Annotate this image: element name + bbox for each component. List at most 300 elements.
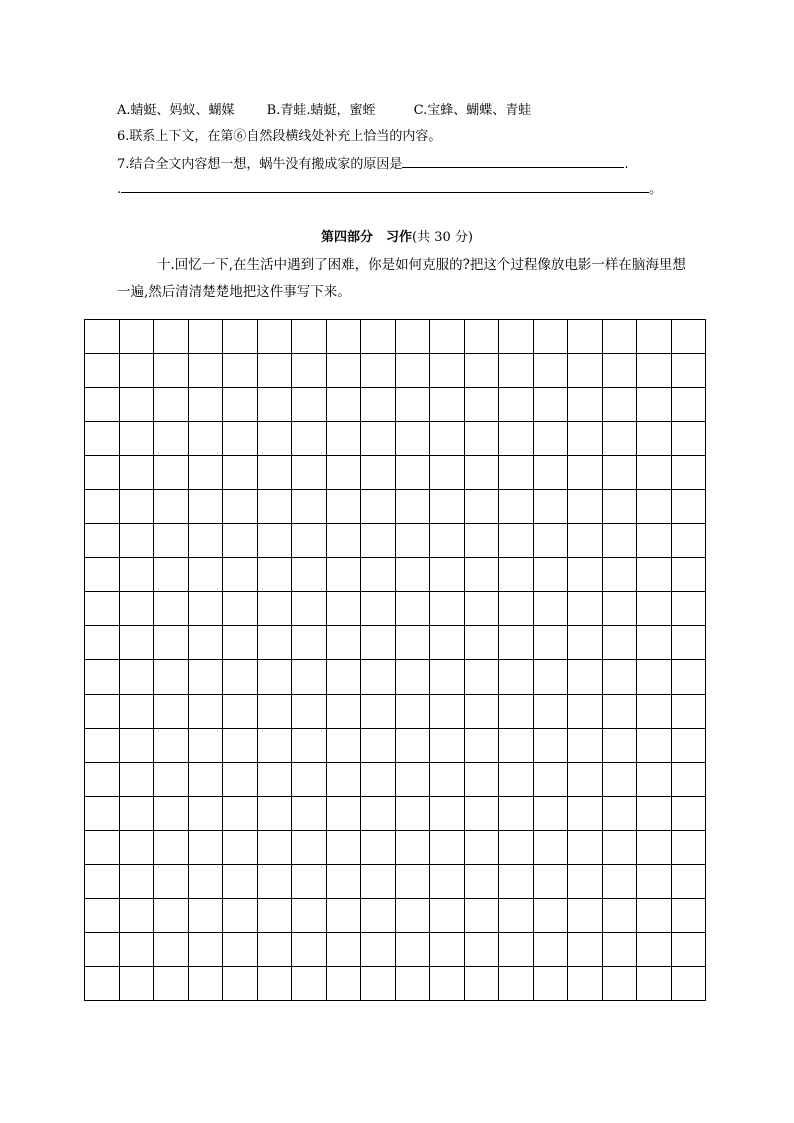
grid-cell[interactable] <box>154 966 189 1000</box>
grid-cell[interactable] <box>119 966 154 1000</box>
grid-cell[interactable] <box>395 456 430 490</box>
grid-cell[interactable] <box>568 592 603 626</box>
grid-cell[interactable] <box>154 354 189 388</box>
grid-cell[interactable] <box>361 524 396 558</box>
grid-cell[interactable] <box>602 932 637 966</box>
grid-cell[interactable] <box>568 354 603 388</box>
grid-cell[interactable] <box>430 320 465 354</box>
grid-cell[interactable] <box>395 524 430 558</box>
grid-cell[interactable] <box>671 762 706 796</box>
grid-cell[interactable] <box>85 558 120 592</box>
grid-cell[interactable] <box>499 388 534 422</box>
grid-cell[interactable] <box>499 796 534 830</box>
grid-cell[interactable] <box>223 422 258 456</box>
grid-cell[interactable] <box>568 524 603 558</box>
grid-cell[interactable] <box>602 864 637 898</box>
grid-cell[interactable] <box>154 456 189 490</box>
grid-cell[interactable] <box>499 626 534 660</box>
grid-cell[interactable] <box>292 354 327 388</box>
grid-cell[interactable] <box>568 626 603 660</box>
grid-cell[interactable] <box>464 422 499 456</box>
grid-cell[interactable] <box>154 558 189 592</box>
grid-cell[interactable] <box>361 830 396 864</box>
grid-cell[interactable] <box>464 932 499 966</box>
grid-cell[interactable] <box>361 592 396 626</box>
grid-cell[interactable] <box>533 660 568 694</box>
grid-cell[interactable] <box>464 796 499 830</box>
grid-cell[interactable] <box>602 626 637 660</box>
grid-cell[interactable] <box>188 524 223 558</box>
grid-cell[interactable] <box>464 660 499 694</box>
grid-cell[interactable] <box>223 694 258 728</box>
grid-cell[interactable] <box>257 796 292 830</box>
grid-cell[interactable] <box>257 354 292 388</box>
grid-cell[interactable] <box>223 592 258 626</box>
grid-cell[interactable] <box>154 762 189 796</box>
grid-cell[interactable] <box>326 864 361 898</box>
grid-cell[interactable] <box>533 490 568 524</box>
grid-cell[interactable] <box>637 762 672 796</box>
grid-cell[interactable] <box>395 898 430 932</box>
grid-cell[interactable] <box>430 388 465 422</box>
grid-cell[interactable] <box>326 524 361 558</box>
grid-cell[interactable] <box>464 728 499 762</box>
grid-cell[interactable] <box>602 592 637 626</box>
grid-cell[interactable] <box>361 422 396 456</box>
grid-cell[interactable] <box>568 898 603 932</box>
grid-cell[interactable] <box>671 456 706 490</box>
grid-cell[interactable] <box>395 388 430 422</box>
grid-cell[interactable] <box>499 864 534 898</box>
grid-cell[interactable] <box>637 728 672 762</box>
grid-cell[interactable] <box>430 898 465 932</box>
grid-cell[interactable] <box>671 558 706 592</box>
grid-cell[interactable] <box>119 932 154 966</box>
grid-cell[interactable] <box>119 490 154 524</box>
grid-cell[interactable] <box>326 660 361 694</box>
grid-cell[interactable] <box>464 898 499 932</box>
grid-cell[interactable] <box>326 388 361 422</box>
grid-cell[interactable] <box>533 864 568 898</box>
grid-cell[interactable] <box>361 320 396 354</box>
grid-cell[interactable] <box>637 354 672 388</box>
grid-cell[interactable] <box>154 490 189 524</box>
grid-cell[interactable] <box>637 864 672 898</box>
grid-cell[interactable] <box>637 524 672 558</box>
grid-cell[interactable] <box>223 864 258 898</box>
grid-cell[interactable] <box>602 388 637 422</box>
grid-cell[interactable] <box>188 898 223 932</box>
grid-cell[interactable] <box>637 626 672 660</box>
grid-cell[interactable] <box>188 966 223 1000</box>
grid-cell[interactable] <box>119 456 154 490</box>
grid-cell[interactable] <box>395 592 430 626</box>
grid-cell[interactable] <box>154 660 189 694</box>
grid-cell[interactable] <box>119 830 154 864</box>
grid-cell[interactable] <box>292 558 327 592</box>
grid-cell[interactable] <box>223 932 258 966</box>
grid-cell[interactable] <box>85 694 120 728</box>
grid-cell[interactable] <box>154 898 189 932</box>
grid-cell[interactable] <box>154 592 189 626</box>
grid-cell[interactable] <box>188 354 223 388</box>
grid-cell[interactable] <box>430 932 465 966</box>
grid-cell[interactable] <box>257 524 292 558</box>
grid-cell[interactable] <box>395 728 430 762</box>
grid-cell[interactable] <box>533 320 568 354</box>
grid-cell[interactable] <box>671 626 706 660</box>
grid-cell[interactable] <box>602 898 637 932</box>
grid-cell[interactable] <box>361 796 396 830</box>
grid-cell[interactable] <box>395 320 430 354</box>
grid-cell[interactable] <box>671 490 706 524</box>
grid-cell[interactable] <box>257 592 292 626</box>
grid-cell[interactable] <box>326 728 361 762</box>
grid-cell[interactable] <box>602 966 637 1000</box>
grid-cell[interactable] <box>602 422 637 456</box>
grid-cell[interactable] <box>257 626 292 660</box>
grid-cell[interactable] <box>188 728 223 762</box>
grid-cell[interactable] <box>430 422 465 456</box>
grid-cell[interactable] <box>533 830 568 864</box>
grid-cell[interactable] <box>361 490 396 524</box>
grid-cell[interactable] <box>223 354 258 388</box>
grid-cell[interactable] <box>464 830 499 864</box>
grid-cell[interactable] <box>602 320 637 354</box>
grid-cell[interactable] <box>671 898 706 932</box>
grid-cell[interactable] <box>119 660 154 694</box>
grid-cell[interactable] <box>326 422 361 456</box>
grid-cell[interactable] <box>257 830 292 864</box>
grid-cell[interactable] <box>499 592 534 626</box>
grid-cell[interactable] <box>499 524 534 558</box>
grid-cell[interactable] <box>671 694 706 728</box>
grid-cell[interactable] <box>223 728 258 762</box>
grid-cell[interactable] <box>154 694 189 728</box>
grid-cell[interactable] <box>602 728 637 762</box>
grid-cell[interactable] <box>257 728 292 762</box>
grid-cell[interactable] <box>85 898 120 932</box>
grid-cell[interactable] <box>637 898 672 932</box>
grid-cell[interactable] <box>671 966 706 1000</box>
grid-cell[interactable] <box>430 796 465 830</box>
grid-cell[interactable] <box>430 354 465 388</box>
grid-cell[interactable] <box>533 728 568 762</box>
grid-cell[interactable] <box>602 796 637 830</box>
grid-cell[interactable] <box>154 524 189 558</box>
grid-cell[interactable] <box>154 422 189 456</box>
grid-cell[interactable] <box>602 558 637 592</box>
grid-cell[interactable] <box>257 320 292 354</box>
grid-cell[interactable] <box>499 728 534 762</box>
grid-cell[interactable] <box>223 456 258 490</box>
grid-cell[interactable] <box>602 762 637 796</box>
grid-cell[interactable] <box>85 660 120 694</box>
grid-cell[interactable] <box>637 932 672 966</box>
grid-cell[interactable] <box>85 864 120 898</box>
grid-cell[interactable] <box>395 932 430 966</box>
grid-cell[interactable] <box>602 354 637 388</box>
grid-cell[interactable] <box>499 456 534 490</box>
grid-cell[interactable] <box>361 728 396 762</box>
grid-cell[interactable] <box>292 830 327 864</box>
grid-cell[interactable] <box>568 966 603 1000</box>
grid-cell[interactable] <box>119 626 154 660</box>
grid-cell[interactable] <box>671 796 706 830</box>
q7-answer-blank-2[interactable] <box>121 179 649 193</box>
grid-cell[interactable] <box>257 694 292 728</box>
grid-cell[interactable] <box>154 388 189 422</box>
grid-cell[interactable] <box>464 966 499 1000</box>
grid-cell[interactable] <box>430 490 465 524</box>
grid-cell[interactable] <box>154 320 189 354</box>
grid-cell[interactable] <box>188 558 223 592</box>
grid-cell[interactable] <box>361 966 396 1000</box>
grid-cell[interactable] <box>188 796 223 830</box>
grid-cell[interactable] <box>637 796 672 830</box>
grid-cell[interactable] <box>361 558 396 592</box>
grid-cell[interactable] <box>326 796 361 830</box>
grid-cell[interactable] <box>533 762 568 796</box>
grid-cell[interactable] <box>154 864 189 898</box>
grid-cell[interactable] <box>568 456 603 490</box>
grid-cell[interactable] <box>568 320 603 354</box>
grid-cell[interactable] <box>602 456 637 490</box>
grid-cell[interactable] <box>395 660 430 694</box>
grid-cell[interactable] <box>85 796 120 830</box>
grid-cell[interactable] <box>637 592 672 626</box>
grid-cell[interactable] <box>292 796 327 830</box>
grid-cell[interactable] <box>326 898 361 932</box>
grid-cell[interactable] <box>85 490 120 524</box>
grid-cell[interactable] <box>188 626 223 660</box>
grid-cell[interactable] <box>119 320 154 354</box>
grid-cell[interactable] <box>85 626 120 660</box>
grid-cell[interactable] <box>395 830 430 864</box>
grid-cell[interactable] <box>154 830 189 864</box>
grid-cell[interactable] <box>395 490 430 524</box>
grid-cell[interactable] <box>430 966 465 1000</box>
grid-cell[interactable] <box>188 864 223 898</box>
grid-cell[interactable] <box>361 898 396 932</box>
grid-cell[interactable] <box>568 490 603 524</box>
grid-cell[interactable] <box>568 932 603 966</box>
grid-cell[interactable] <box>292 422 327 456</box>
grid-cell[interactable] <box>533 422 568 456</box>
grid-cell[interactable] <box>671 864 706 898</box>
grid-cell[interactable] <box>395 626 430 660</box>
grid-cell[interactable] <box>326 694 361 728</box>
grid-cell[interactable] <box>326 762 361 796</box>
grid-cell[interactable] <box>292 728 327 762</box>
grid-cell[interactable] <box>292 898 327 932</box>
grid-cell[interactable] <box>85 320 120 354</box>
grid-cell[interactable] <box>85 932 120 966</box>
grid-cell[interactable] <box>430 830 465 864</box>
grid-cell[interactable] <box>602 524 637 558</box>
grid-cell[interactable] <box>292 864 327 898</box>
grid-cell[interactable] <box>464 524 499 558</box>
grid-cell[interactable] <box>671 830 706 864</box>
grid-cell[interactable] <box>119 354 154 388</box>
grid-cell[interactable] <box>223 660 258 694</box>
grid-cell[interactable] <box>568 864 603 898</box>
grid-cell[interactable] <box>395 762 430 796</box>
grid-cell[interactable] <box>671 320 706 354</box>
grid-cell[interactable] <box>637 558 672 592</box>
grid-cell[interactable] <box>188 762 223 796</box>
grid-cell[interactable] <box>257 932 292 966</box>
grid-cell[interactable] <box>292 490 327 524</box>
grid-cell[interactable] <box>464 354 499 388</box>
grid-cell[interactable] <box>533 898 568 932</box>
grid-cell[interactable] <box>568 660 603 694</box>
grid-cell[interactable] <box>568 830 603 864</box>
grid-cell[interactable] <box>395 796 430 830</box>
grid-cell[interactable] <box>395 864 430 898</box>
grid-cell[interactable] <box>223 524 258 558</box>
grid-cell[interactable] <box>568 796 603 830</box>
grid-cell[interactable] <box>223 490 258 524</box>
grid-cell[interactable] <box>85 762 120 796</box>
grid-cell[interactable] <box>671 592 706 626</box>
grid-cell[interactable] <box>533 524 568 558</box>
grid-cell[interactable] <box>361 864 396 898</box>
grid-cell[interactable] <box>119 524 154 558</box>
grid-cell[interactable] <box>257 898 292 932</box>
grid-cell[interactable] <box>119 558 154 592</box>
grid-cell[interactable] <box>395 354 430 388</box>
grid-cell[interactable] <box>85 354 120 388</box>
grid-cell[interactable] <box>85 966 120 1000</box>
grid-cell[interactable] <box>223 898 258 932</box>
grid-cell[interactable] <box>119 592 154 626</box>
grid-cell[interactable] <box>326 830 361 864</box>
grid-cell[interactable] <box>637 456 672 490</box>
grid-cell[interactable] <box>602 830 637 864</box>
grid-cell[interactable] <box>85 388 120 422</box>
grid-cell[interactable] <box>602 694 637 728</box>
grid-cell[interactable] <box>119 728 154 762</box>
grid-cell[interactable] <box>671 524 706 558</box>
grid-cell[interactable] <box>430 524 465 558</box>
grid-cell[interactable] <box>533 354 568 388</box>
grid-cell[interactable] <box>464 320 499 354</box>
grid-cell[interactable] <box>85 456 120 490</box>
grid-cell[interactable] <box>499 830 534 864</box>
grid-cell[interactable] <box>326 966 361 1000</box>
grid-cell[interactable] <box>637 388 672 422</box>
grid-cell[interactable] <box>257 388 292 422</box>
grid-cell[interactable] <box>154 796 189 830</box>
grid-cell[interactable] <box>671 660 706 694</box>
grid-cell[interactable] <box>430 660 465 694</box>
grid-cell[interactable] <box>292 456 327 490</box>
grid-cell[interactable] <box>499 490 534 524</box>
grid-cell[interactable] <box>85 524 120 558</box>
grid-cell[interactable] <box>671 422 706 456</box>
grid-cell[interactable] <box>464 864 499 898</box>
grid-cell[interactable] <box>119 694 154 728</box>
grid-cell[interactable] <box>154 728 189 762</box>
grid-cell[interactable] <box>292 626 327 660</box>
grid-cell[interactable] <box>188 694 223 728</box>
grid-cell[interactable] <box>395 966 430 1000</box>
grid-cell[interactable] <box>326 626 361 660</box>
grid-cell[interactable] <box>602 660 637 694</box>
grid-cell[interactable] <box>533 966 568 1000</box>
grid-cell[interactable] <box>257 490 292 524</box>
grid-cell[interactable] <box>533 592 568 626</box>
grid-cell[interactable] <box>533 796 568 830</box>
grid-cell[interactable] <box>257 762 292 796</box>
grid-cell[interactable] <box>430 558 465 592</box>
grid-cell[interactable] <box>154 626 189 660</box>
grid-cell[interactable] <box>85 592 120 626</box>
grid-cell[interactable] <box>637 694 672 728</box>
grid-cell[interactable] <box>671 932 706 966</box>
grid-cell[interactable] <box>395 422 430 456</box>
grid-cell[interactable] <box>499 694 534 728</box>
grid-cell[interactable] <box>533 456 568 490</box>
grid-cell[interactable] <box>361 694 396 728</box>
grid-cell[interactable] <box>326 592 361 626</box>
grid-cell[interactable] <box>292 660 327 694</box>
grid-cell[interactable] <box>361 626 396 660</box>
grid-cell[interactable] <box>292 762 327 796</box>
grid-cell[interactable] <box>464 592 499 626</box>
grid-cell[interactable] <box>430 864 465 898</box>
grid-cell[interactable] <box>188 830 223 864</box>
grid-cell[interactable] <box>533 558 568 592</box>
grid-cell[interactable] <box>568 728 603 762</box>
grid-cell[interactable] <box>326 490 361 524</box>
grid-cell[interactable] <box>361 932 396 966</box>
grid-cell[interactable] <box>533 932 568 966</box>
grid-cell[interactable] <box>568 694 603 728</box>
grid-cell[interactable] <box>499 660 534 694</box>
grid-cell[interactable] <box>464 388 499 422</box>
grid-cell[interactable] <box>464 490 499 524</box>
grid-cell[interactable] <box>154 932 189 966</box>
grid-cell[interactable] <box>430 592 465 626</box>
grid-cell[interactable] <box>257 864 292 898</box>
grid-cell[interactable] <box>430 728 465 762</box>
grid-cell[interactable] <box>292 932 327 966</box>
grid-cell[interactable] <box>85 422 120 456</box>
grid-cell[interactable] <box>223 320 258 354</box>
grid-cell[interactable] <box>499 422 534 456</box>
grid-cell[interactable] <box>119 864 154 898</box>
grid-cell[interactable] <box>292 524 327 558</box>
grid-cell[interactable] <box>533 388 568 422</box>
grid-cell[interactable] <box>671 354 706 388</box>
grid-cell[interactable] <box>326 354 361 388</box>
grid-cell[interactable] <box>395 558 430 592</box>
grid-cell[interactable] <box>568 388 603 422</box>
grid-cell[interactable] <box>361 660 396 694</box>
grid-cell[interactable] <box>119 796 154 830</box>
grid-cell[interactable] <box>430 694 465 728</box>
grid-cell[interactable] <box>223 762 258 796</box>
grid-cell[interactable] <box>188 592 223 626</box>
grid-cell[interactable] <box>499 966 534 1000</box>
grid-cell[interactable] <box>119 422 154 456</box>
grid-cell[interactable] <box>326 320 361 354</box>
grid-cell[interactable] <box>430 762 465 796</box>
grid-cell[interactable] <box>430 626 465 660</box>
grid-cell[interactable] <box>119 762 154 796</box>
